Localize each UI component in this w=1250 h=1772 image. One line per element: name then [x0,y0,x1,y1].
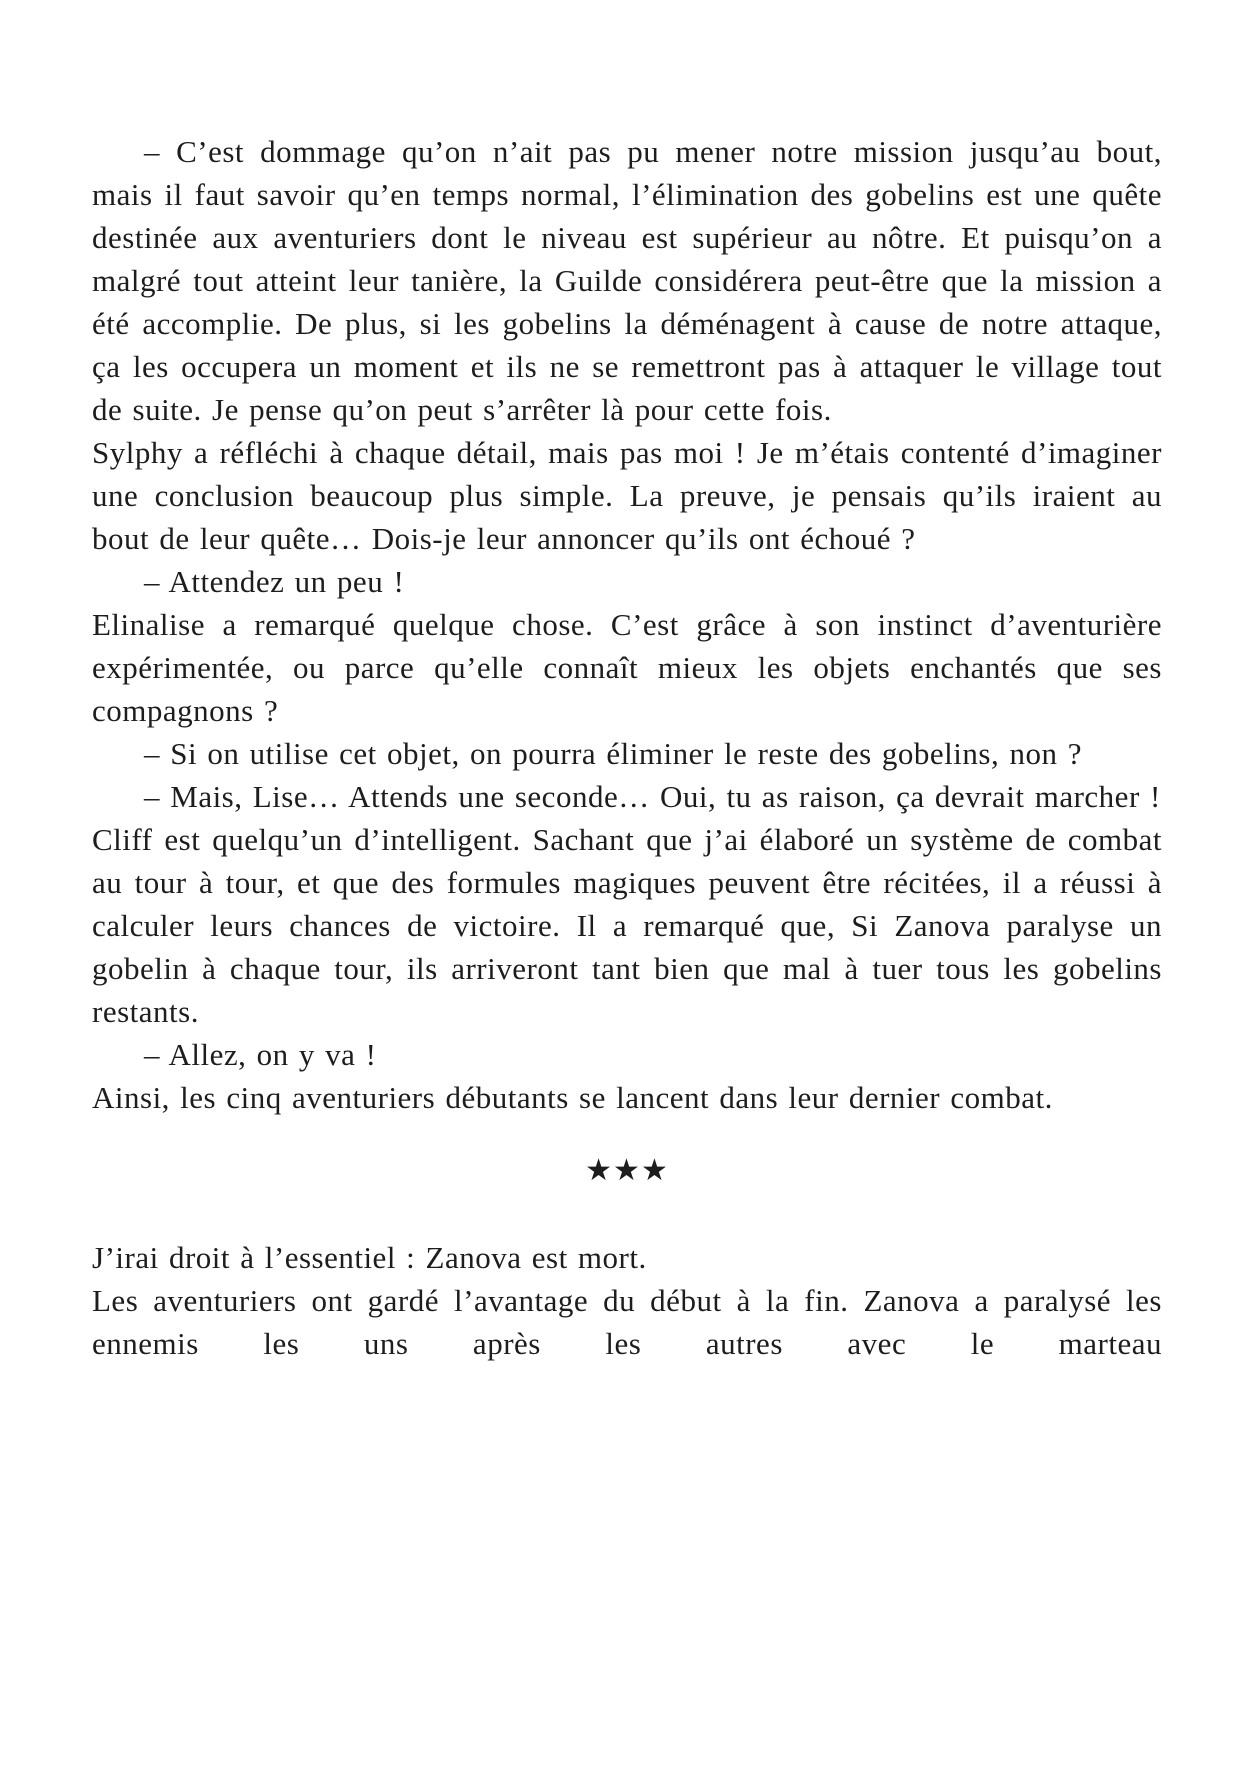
narration-paragraph: J’irai droit à l’essentiel : Zanova est mort. [92,1240,647,1275]
narration-paragraph: Elinalise a remarqué quelque chose. C’est grâce à son instinct d’aventurière expérimentée, ou parce qu’elle connaît mieux les objets enchantés que ses compagnons ? [92,607,1162,728]
narration-paragraph: Les aventuriers ont gardé l’avantage du début à la fin. Zanova a paralysé les ennemis les uns après les autres avec le marteau [92,1283,1162,1361]
narration-paragraph: Ainsi, les cinq aventuriers débutants se lancent dans leur dernier combat. [92,1080,1053,1115]
dialogue-paragraph: – Attendez un peu ! [144,564,405,599]
narration-paragraph: Sylphy a réfléchi à chaque détail, mais pas moi ! Je m’étais contenté d’imaginer une conclusion beaucoup plus simple. La preuve, je pensais qu’ils iraient au bout de leur quête… Dois-je leur annoncer qu’ils ont échoué ? [92,435,1162,556]
scene-separator-stars-icon: ★★★ [585,1153,669,1188]
dialogue-paragraph: – Si on utilise cet objet, on pourra éliminer le reste des gobelins, non ? [144,736,1082,771]
narration-paragraph: Cliff est quelqu’un d’intelligent. Sachant que j’ai élaboré un système de combat au tour à tour, et que des formules magiques peuvent être récitées, il a réussi à calculer leurs chances de victoire. Il a remarqué que, Si Zanova paralyse un gobelin à chaque tour, ils arriveront tant bien que mal à tuer tous les gobelins restants. [92,822,1162,1029]
dialogue-paragraph: – Mais, Lise… Attends une seconde… Oui, tu as raison, ça devrait marcher ! [144,779,1161,814]
dialogue-paragraph: – C’est dommage qu’on n’ait pas pu mener notre mission jusqu’au bout, mais il faut savoir qu’en temps normal, l’élimination des gobelins est une quête destinée aux aventuriers dont le niveau est supérieur au nôtre. Et puisqu’on a malgré tout atteint leur tanière, la Guilde considérera peut-être que la mission a été accomplie. De plus, si les gobelins la déménagent à cause de notre attaque, ça les occupera un moment et ils ne se remettront pas à attaquer le village tout de suite. Je pense qu’on peut s’arrêter là pour cette fois. [92,134,1162,427]
dialogue-paragraph: – Allez, on y va ! [144,1037,377,1072]
